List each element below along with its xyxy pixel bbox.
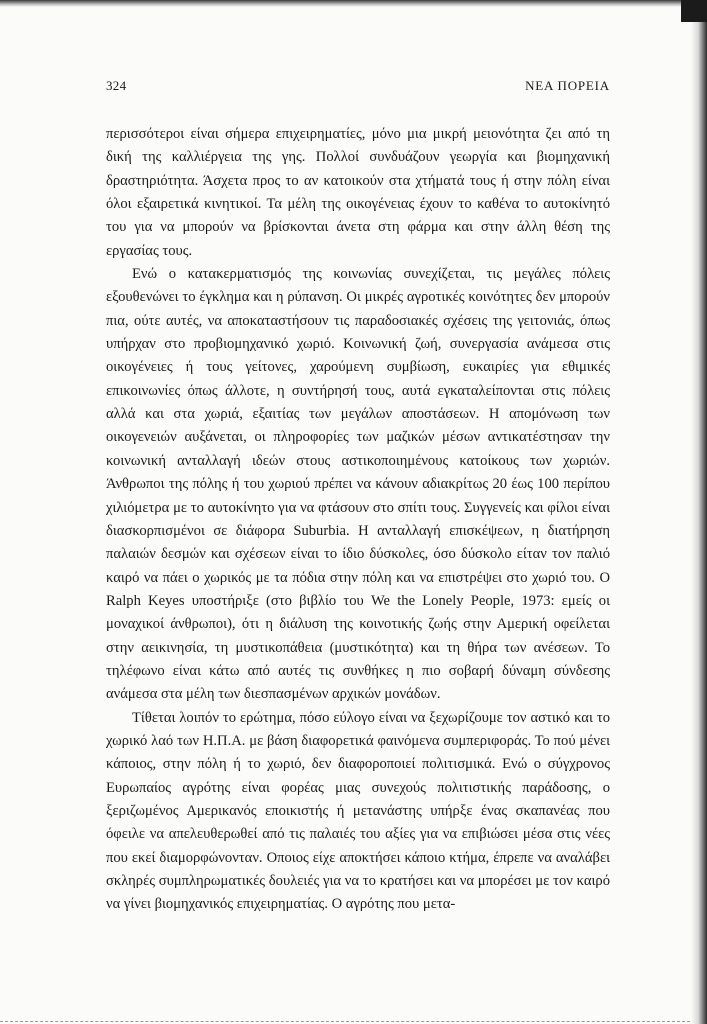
scan-corner — [681, 0, 707, 22]
body-text — [106, 123, 610, 917]
page-number: 324 — [106, 78, 127, 93]
page-bottom-edge — [0, 1021, 690, 1022]
paragraph-2: Ενώ ο κατακερματισμός της κοινωνίας συνεχίζεται, τις μεγάλες πόλεις εξουθενώνει το έγκλημα και η ρύπανση. Οι μικρές αγροτικές κοινότητες δεν μπορούν πια, ούτε αυτές, να αποκαταστήσουν τις παραδοσιακές σχέσεις της γειτονιάς, όπως υπήρχαν στο προβιομηχανικό χωριό. Κοινωνική ζωή, συνεργασία ανάμεσα στις οικογένειες ή τους γείτονες, χαρούμενη συμβίωση, ευκαιρίες για εθιμικές επικοινωνίες όπως άλλοτε, η συντήρησή τους, αυτά εγκαταλείπονται στις πόλεις αλλά και στα χωριά, εξαιτίας των μεγάλων αποστάσεων. Η απομόνωση των οικογενειών αυξάνεται, οι πληροφορίες των μαζικών μέσων αντικατέστησαν την κοινωνική ανταλλαγή ιδεών στους αστικοποιημένους κατοίκους των χωριών. Άνθρωποι της πόλης ή του χωριού πρέπει να κάνουν αδιακρίτως 20 έως 100 περίπου χιλιόμετρα με το αυτοκίνητο για να φτάσουν στο σπίτι τους. Συγγενείς και φίλοι είναι διασκορπισμένοι σε διάφορα Suburbia. Η ανταλλαγή επισκέψεων, η διατήρηση παλαιών δεσμών και σχέσεων είναι το ίδιο δύσκολες, όσο δύσκολο είταν τον παλιό καιρό να πάει ο χωρικός με τα πόδια στην πόλη και να επιστρέψει στο χωριό του. Ο Ralph Keyes υποστήριξε (στο βιβλίο του We the Lonely People, 1973: εμείς οι μοναχικοί άνθρωποι), ότι η διάλυση της κοινοτικής ζωής στην Αμερική οφείλεται στην αεικινησία, τη μυστικοπάθεια (μυστικότητα) και τη θήρα των ανέσεων. Το τηλέφωνο είναι κάτω από αυτές τις συνθήκες η πιο σοβαρή δύναμη σύνδεσης ανάμεσα στα μέλη των διεσπασμένων αρχικών μονάδων. — [106, 266, 610, 703]
page-header — [106, 78, 610, 96]
paragraph-3: Τίθεται λοιπόν το ερώτημα, πόσο εύλογο είναι να ξεχωρίζουμε τον αστικό και το χωρικό λαό των Η.Π.Α. με βάση διαφορετικά φαινόμενα συμπεριφοράς. Το πού μένει κάποιος, στην πόλη ή το χωριό, δεν διαφοροποιεί πολιτισμικά. Ενώ ο σύγχρονος Ευρωπαίος αγρότης είναι φορέας μιας συνεχούς πολιτιστικής παράδοσης, ο ξεριζωμένος Αμερικανός εποικιστής ή μετανάστης υπήρξε ένας σκαπανέας που όφειλε να απελευθερωθεί από τις παλαιές του αξίες για να επιβιώσει μέσα στις νέες που εκεί διαμορφώνονταν. Οποιος είχε αποκτήσει κάποιο κτήμα, έπρεπε να αναλάβει σκληρές συμπληρωματικές δουλειές για να το κρατήσει και να μπορέσει με τον καιρό να γίνει βιομηχανικός επιχειρηματίας. Ο αγρότης που μετα- — [106, 709, 610, 913]
paragraph-1: περισσότεροι είναι σήμερα επιχειρηματίες, μόνο μια μικρή μειονότητα ζει από τη δική της καλλιέργεια της γης. Πολλοί συνδυάζουν γεωργία και βιομηχανική δραστηριότητα. Άσχετα προς το αν κατοικούν στα χτήματά τους ή στην πόλη είναι όλοι εξαιρετικά κινητικοί. Τα μέλη της οικογένειας έχουν το καθένα το αυτοκίνητό του για να μπορούν να βρίσκονται άνετα στη φάρμα και στην άλλη θέση της εργασίας τους. — [106, 126, 610, 259]
running-title: ΝΕΑ ΠΟΡΕΙΑ — [525, 78, 610, 93]
scan-shadow-top — [0, 0, 707, 7]
scan-shadow-right — [691, 0, 707, 1024]
